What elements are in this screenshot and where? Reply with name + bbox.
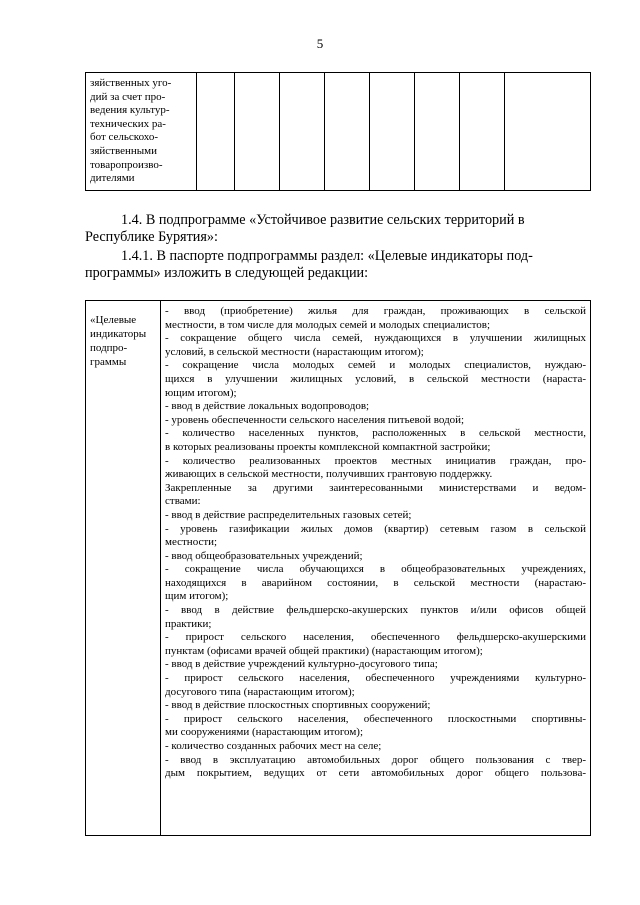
indicator-line: - сокращение числа обучающихся в общеобразовательных учреждениях, xyxy=(165,563,586,576)
indicator-line: ми сооружениями (нарастающим итогом); xyxy=(165,726,364,739)
indicator-line: дым покрытием, ведущих от сети автомобильных дорог общего пользова- xyxy=(165,767,586,780)
indicator-line: живающих в сельской местности, получивших грантовую поддержку. xyxy=(165,468,493,481)
label-line: индикаторы xyxy=(90,328,147,340)
indicator-line: - сокращение числа молодых семей и молодых специалистов, нуждаю- xyxy=(165,359,586,372)
cell-line: технических ра- xyxy=(90,117,166,130)
empty-cell xyxy=(505,73,591,191)
indicator-line: щихся в улучшении жилищных условий, в сельской местности (нараста- xyxy=(165,372,586,385)
indicator-line: щим итогом); xyxy=(165,590,229,603)
indicator-line: находящихся в аварийном состоянии, в сельской местности (нарастаю- xyxy=(165,576,586,589)
indicator-line: ющим итогом); xyxy=(165,386,237,399)
indicator-line: - ввод в действие учреждений культурно-досугового типа; xyxy=(165,658,438,671)
cell-line: зяйственных уго- xyxy=(90,77,172,89)
empty-cell xyxy=(280,73,325,191)
table-row xyxy=(86,301,591,836)
paragraph-line: 1.4. В подпрограмме «Устойчивое развитие сельских территорий в xyxy=(121,212,525,228)
indicator-line: местности, в том числе для молодых семей и молодых специалистов; xyxy=(165,318,491,331)
indicator-line: - количество реализованных проектов местных инициатив граждан, про- xyxy=(165,454,586,467)
indicator-line: ствами: xyxy=(165,495,201,508)
page-number: 5 xyxy=(316,36,324,51)
label-line: граммы xyxy=(90,356,127,368)
indicator-line: - уровень газификации жилых домов (квартир) сетевым газом в сельской xyxy=(165,522,586,535)
indicator-line: - ввод общеобразовательных учреждений; xyxy=(165,549,363,562)
paragraph-line: Республике Бурятия»: xyxy=(85,228,218,245)
empty-cell xyxy=(415,73,460,191)
indicators-table xyxy=(85,300,591,836)
indicator-line: - ввод в действие фельдшерско-акушерских пунктов и/или офисов общей xyxy=(165,604,586,617)
indicator-line: - ввод в эксплуатацию автомобильных дорог общего пользования с твер- xyxy=(165,753,586,766)
cell-line: дий за счет про- xyxy=(90,90,166,103)
cell-line: дителями xyxy=(90,172,135,185)
indicator-line: Закрепленные за другими заинтересованными министерствами и ведом- xyxy=(165,481,586,494)
indicator-line: пунктам (офисами врачей общей практики) (нарастающим итогом); xyxy=(165,644,483,657)
paragraph-line: 1.4.1. В паспорте подпрограммы раздел: «Целевые индикаторы под- xyxy=(121,248,533,264)
indicator-line: - ввод в действие локальных водопроводов; xyxy=(165,400,370,413)
indicators-content-cell xyxy=(161,301,591,836)
empty-cell xyxy=(197,73,235,191)
paragraph-line: программы» изложить в следующей редакции: xyxy=(85,264,369,281)
cell-line: ведения культур- xyxy=(90,104,170,117)
cell-line: зяйственными xyxy=(90,144,158,157)
empty-cell xyxy=(460,73,505,191)
indicator-line: - ввод в действие распределительных газовых сетей; xyxy=(165,508,412,521)
indicator-line: в которых реализованы проекты комплексной компактной застройки; xyxy=(165,440,491,453)
indicator-line: - ввод в действие плоскостных спортивных сооружений; xyxy=(165,699,431,712)
label-line: «Целевые xyxy=(90,314,137,326)
indicator-line: досугового типа (нарастающим итогом); xyxy=(165,685,355,698)
indicator-line: - прирост сельского населения, обеспеченного плоскостными спортивны- xyxy=(165,712,586,725)
table-row xyxy=(86,73,591,191)
continued-table xyxy=(85,72,591,191)
indicator-line: - сокращение общего числа семей, нуждающихся в улучшении жилищных xyxy=(165,332,586,345)
indicator-line: - прирост сельского населения, обеспеченного фельдшерско-акушерскими xyxy=(165,631,586,644)
empty-cell xyxy=(370,73,415,191)
indicator-line: - количество населенных пунктов, расположенных в сельской местности, xyxy=(165,427,586,440)
table-cell-description xyxy=(86,73,197,191)
indicator-line: условий, в сельской местности (нарастающим итогом); xyxy=(165,345,424,358)
paragraph-1-4-1 xyxy=(85,248,590,281)
empty-cell xyxy=(235,73,280,191)
indicator-line: - количество созданных рабочих мест на селе; xyxy=(165,740,382,752)
cell-line: товаропроизво- xyxy=(90,158,163,171)
indicators-label-cell xyxy=(86,301,161,836)
empty-cell xyxy=(325,73,370,191)
indicator-line: - ввод (приобретение) жилья для граждан, проживающих в сельской xyxy=(165,305,586,317)
paragraph-1-4 xyxy=(85,212,590,245)
indicator-line: - уровень обеспеченности сельского населения питьевой водой; xyxy=(165,413,465,426)
label-line: подпро- xyxy=(90,342,128,354)
indicator-line: практики; xyxy=(165,617,212,630)
indicator-line: - прирост сельского населения, обеспеченного учреждениями культурно- xyxy=(165,672,586,685)
cell-line: бот сельскохо- xyxy=(90,131,159,144)
indicator-line: местности; xyxy=(165,536,218,549)
